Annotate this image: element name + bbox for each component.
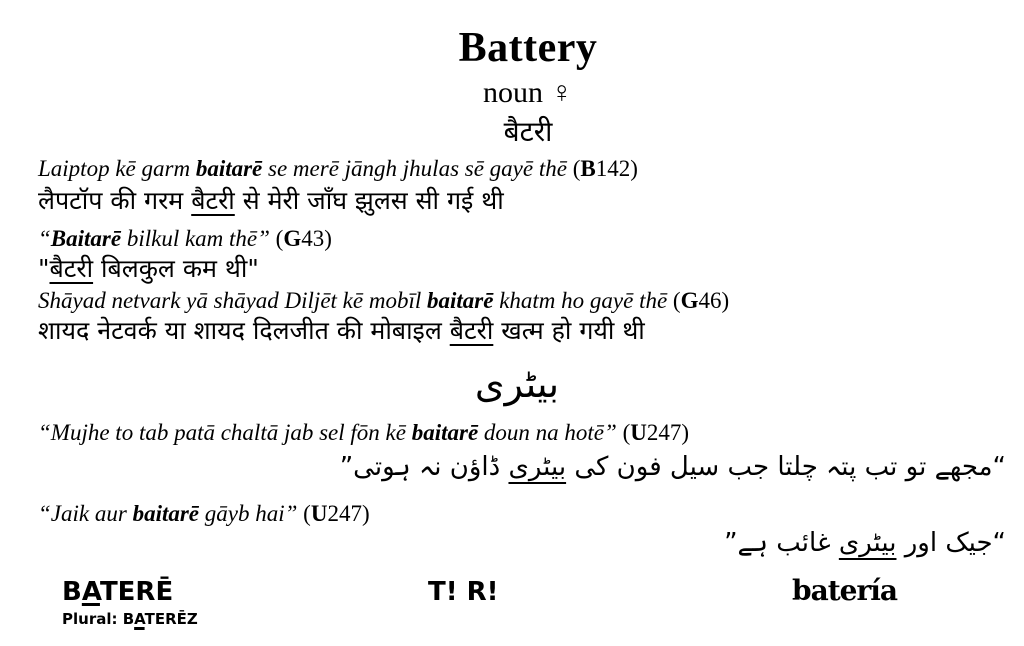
transliteration-underlined-letter: A (81, 577, 100, 607)
translation-keyword: बैटरी (449, 316, 494, 345)
plural-text: B (122, 610, 135, 628)
part-of-speech-line (0, 76, 1024, 110)
ref-letter: G (680, 288, 699, 313)
plural-underlined-letter: A (134, 610, 145, 628)
example-roman-line-2 (38, 226, 332, 252)
hindi-headword: बैटरी (503, 115, 553, 148)
female-gender-icon: ♀ (550, 76, 573, 109)
translation-text: “جیک اور (896, 528, 1006, 558)
example-roman-line-1 (38, 156, 638, 182)
example-roman-line-3 (38, 288, 729, 314)
transliteration-text: TERĒ (99, 577, 174, 607)
source-ref (276, 226, 332, 251)
plural-form (62, 610, 198, 628)
ref-paren: ( (572, 156, 581, 181)
urdu-headword: بیٹری (474, 362, 560, 406)
translation-text: " (38, 254, 50, 283)
phonetic-abbreviation: T! R! (428, 577, 499, 607)
ref-number: 46) (698, 288, 730, 313)
source-ref (303, 501, 369, 526)
part-of-speech: noun (483, 76, 543, 109)
translation-keyword: بیٹری (838, 528, 897, 558)
translation-text: बिलकुल कम थी" (93, 254, 259, 283)
example-urdu-line-4 (340, 452, 1006, 482)
example-text: doun na hotē” (478, 420, 623, 445)
translation-text: “مجھے تو تب پتہ چلتا جب سیل فون کی (566, 452, 1006, 482)
translation-text: غائب ہے” (724, 528, 839, 558)
example-urdu-line-5 (724, 528, 1006, 558)
example-translation-line-1 (38, 183, 504, 217)
translation-text: शायद नेटवर्क या शायद दिलजीत की मोबाइल (38, 316, 450, 345)
source-ref (573, 156, 638, 181)
translation-text: से मेरी जाँघ झुलस सी गई थी (234, 186, 504, 215)
example-roman-line-4 (38, 420, 689, 446)
example-text: “ (38, 226, 51, 251)
example-text: khatm ho gayē thē (493, 288, 673, 313)
source-ref (673, 288, 729, 313)
ref-paren: ( (303, 501, 311, 526)
example-text: Laiptop kē garm (38, 156, 196, 181)
transliteration (62, 577, 173, 607)
example-text: Shāyad netvark yā shāyad Diljēt kē mobīl (38, 288, 427, 313)
example-translation-line-3 (38, 313, 645, 347)
ref-paren: ( (275, 226, 284, 251)
translation-keyword: بیٹری (508, 452, 567, 482)
ref-paren: ( (672, 288, 681, 313)
translation-text: खत्म हो गयी थी (493, 316, 645, 345)
example-keyword: baitarē (411, 420, 479, 445)
ref-number: 43) (301, 226, 332, 251)
translation-keyword: बैटरी (191, 186, 235, 215)
ref-letter: B (580, 156, 596, 181)
example-keyword: baitarē (132, 501, 200, 526)
translation-keyword: बैटरी (49, 254, 94, 283)
translation-text: लैपटॉप की गरम (38, 186, 192, 215)
example-keyword: Baitarē (50, 226, 122, 251)
transliteration-text: B (62, 577, 82, 607)
example-text: “Mujhe to tab patā chaltā jab sel fōn kē (38, 420, 412, 445)
ref-paren: ( (622, 420, 631, 445)
ref-number: 247) (646, 420, 690, 445)
source-ref (623, 420, 689, 445)
foreign-term: batería (792, 574, 897, 607)
example-text: “Jaik aur (38, 501, 133, 526)
ref-number: 142) (595, 156, 638, 181)
translation-text: ڈاؤن نہ ہوتی” (339, 452, 509, 482)
plural-text: TERĒZ (144, 610, 198, 628)
ref-number: 247) (327, 501, 370, 526)
ref-letter: G (283, 226, 302, 251)
example-translation-line-2 (38, 251, 259, 285)
example-text: bilkul kam thē” (121, 226, 276, 251)
example-roman-line-5 (38, 501, 370, 527)
example-keyword: baitarē (195, 156, 263, 181)
example-text: gāyb hai” (199, 501, 304, 526)
page-title: Battery (458, 25, 598, 71)
ref-letter: U (630, 420, 647, 445)
ref-letter: U (310, 501, 328, 526)
example-text: se merē jāngh jhulas sē gayē thē (262, 156, 573, 181)
example-keyword: baitarē (426, 288, 494, 313)
plural-label: Plural: (62, 610, 123, 628)
